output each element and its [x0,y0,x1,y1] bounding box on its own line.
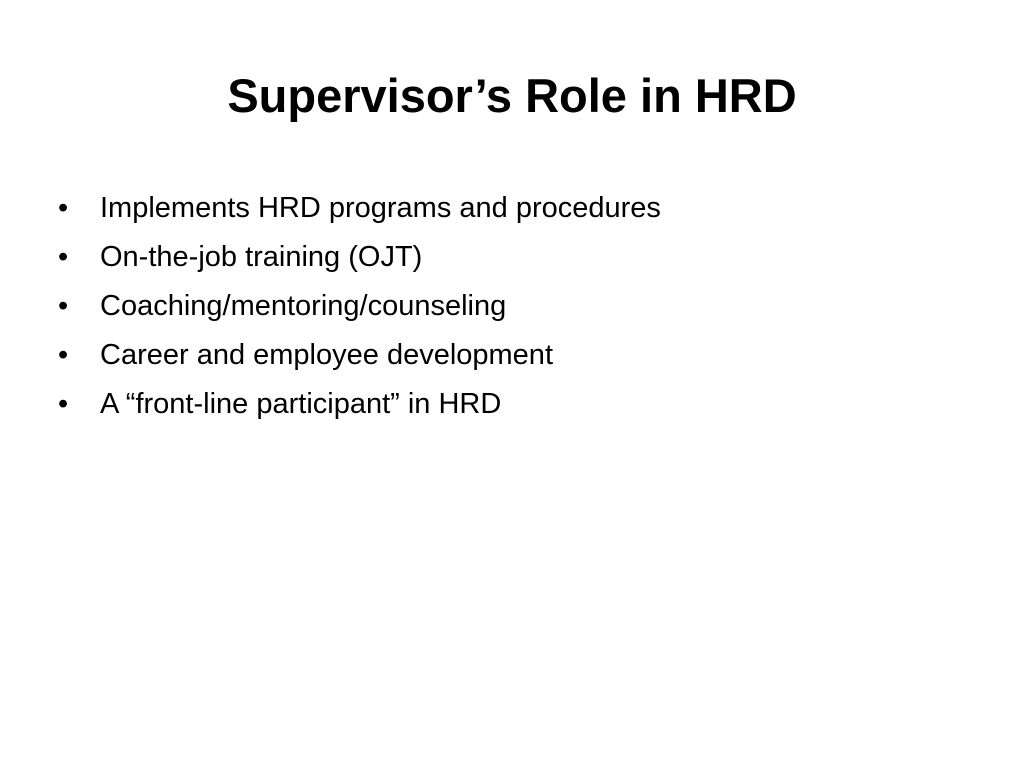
bullet-marker: • [58,339,69,371]
list-item-text: On-the-job training (OJT) [100,241,423,273]
bullet-marker: • [58,388,69,420]
list-item-text: Coaching/mentoring/counseling [100,290,507,322]
list-item [58,233,661,282]
bullet-marker: • [58,290,69,322]
bullet-marker: • [58,241,69,273]
slide-title: Supervisor’s Role in HRD [227,69,797,122]
list-item-text: Implements HRD programs and procedures [100,192,661,224]
list-item [58,331,661,380]
bullet-marker: • [58,192,69,224]
list-item [58,282,661,331]
list-item [58,380,661,429]
list-item [58,184,661,233]
list-item-text: A “front-line participant” in HRD [100,388,502,420]
bullet-list [58,184,661,429]
list-item-text: Career and employee development [100,339,553,371]
